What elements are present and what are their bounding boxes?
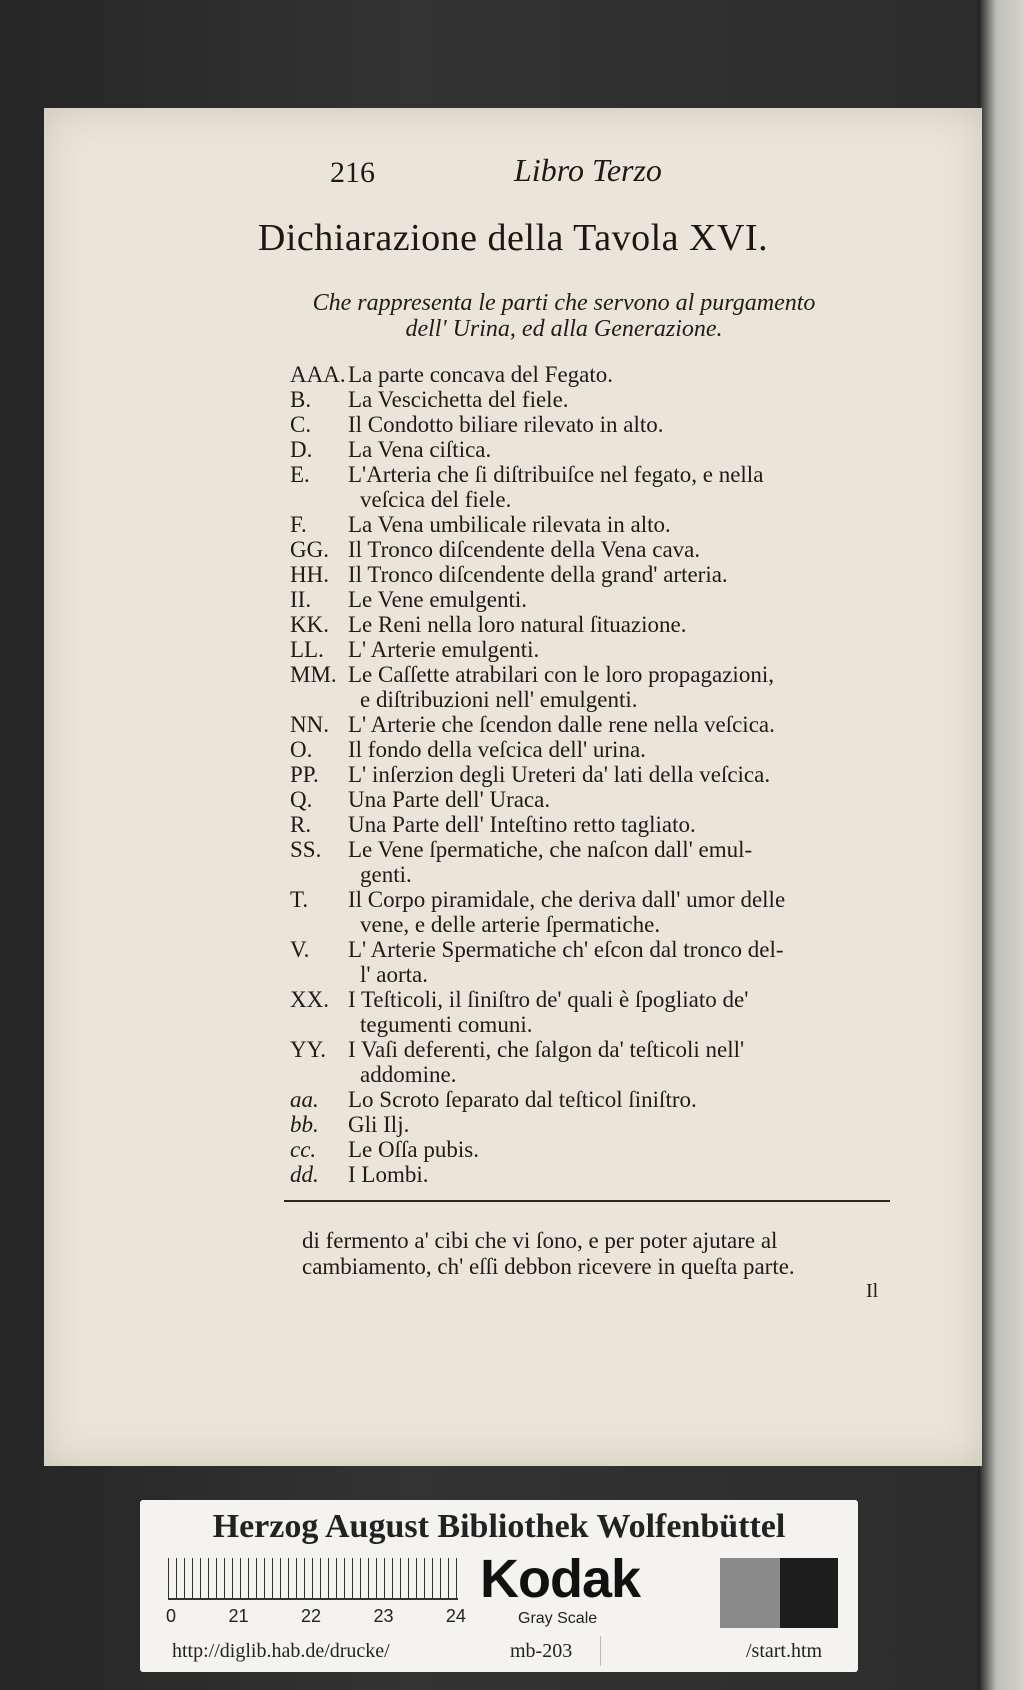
legend-key: T.	[290, 887, 309, 912]
legend-key: B.	[290, 387, 312, 412]
legend-text: Una Parte dell' Inteſtino retto tagliato.	[348, 812, 696, 837]
legend-key: bb.	[290, 1112, 319, 1137]
subtitle-line: Che rappresenta le parti che servono al purgamento	[312, 290, 816, 316]
institution-name: Herzog August Bibliothek Wolfenbüttel	[212, 1508, 786, 1545]
legend-entry	[290, 437, 890, 462]
gray-scale-label: Gray Scale	[518, 1610, 598, 1627]
legend-entry-continuation	[290, 487, 890, 512]
legend-text: addomine.	[360, 1062, 457, 1087]
legend-entry-continuation	[290, 1012, 890, 1037]
legend-entry	[290, 462, 890, 487]
gray-swatch	[720, 1558, 780, 1628]
legend-entry	[290, 787, 890, 812]
color-target-card	[140, 1500, 858, 1672]
legend-text: veſcica del fiele.	[360, 487, 512, 512]
page-header	[44, 152, 982, 202]
legend-key: C.	[290, 412, 312, 437]
legend-key: II.	[290, 587, 312, 612]
legend-text: Il Corpo piramidale, che deriva dall' umor delle	[348, 887, 786, 912]
continuation-text	[302, 1228, 892, 1280]
plate-title: Dichiarazione della Tavola XVI.	[257, 217, 769, 259]
legend-text: Le Oſſa pubis.	[348, 1137, 479, 1162]
legend-entry	[290, 362, 890, 387]
legend-text: Le Caſſette atrabilari con le loro propagazioni,	[348, 662, 774, 687]
legend-entry	[290, 837, 890, 862]
legend-entry-continuation	[290, 912, 890, 937]
ruler-label: 24	[445, 1606, 466, 1626]
legend-text: La Vena ciſtica.	[348, 437, 492, 462]
book-page	[44, 108, 982, 1466]
subtitle-line: dell' Urina, ed alla Generazione.	[405, 316, 723, 342]
legend-key: D.	[290, 437, 313, 462]
legend-key: cc.	[290, 1137, 317, 1162]
legend-key: V.	[290, 937, 310, 962]
legend-key: dd.	[290, 1162, 319, 1187]
legend-entry	[290, 412, 890, 437]
legend-entry	[290, 612, 890, 637]
shelfmark: mb-203	[510, 1640, 573, 1662]
legend-entry	[290, 712, 890, 737]
text-line: cambiamento, ch' eſſi debbon ricevere in queſta parte.	[302, 1254, 795, 1279]
legend-entry-continuation	[290, 687, 890, 712]
legend-entry	[290, 512, 890, 537]
legend-text: genti.	[360, 862, 412, 887]
legend-text: I Teſticoli, il ſiniſtro de' quali è ſpogliato de'	[348, 987, 749, 1012]
plate-legend	[290, 362, 890, 1187]
legend-entry	[290, 987, 890, 1012]
kodak-logo: Kodak	[480, 1549, 641, 1609]
legend-key: R.	[290, 812, 312, 837]
legend-text: l' aorta.	[360, 962, 429, 987]
legend-text: Lo Scroto ſeparato dal teſticol ſiniſtro.	[348, 1087, 697, 1112]
legend-entry	[290, 1162, 890, 1187]
legend-entry	[290, 662, 890, 687]
legend-key: XX.	[290, 987, 329, 1012]
legend-text: La Vescichetta del fiele.	[348, 387, 569, 412]
ruler-label: 22	[300, 1606, 321, 1626]
legend-entry	[290, 737, 890, 762]
legend-key: NN.	[290, 712, 329, 737]
legend-text: I Vaſi deferenti, che ſalgon da' teſticoli nell'	[348, 1037, 745, 1062]
start-path: /start.htm	[746, 1640, 823, 1662]
ruler-label: 23	[373, 1606, 394, 1626]
legend-entry	[290, 637, 890, 662]
legend-key: YY.	[290, 1037, 327, 1062]
legend-text: L' Arterie che ſcendon dalle rene nella veſcica.	[348, 712, 775, 737]
legend-entry	[290, 887, 890, 912]
legend-entry-continuation	[290, 862, 890, 887]
legend-entry	[290, 1137, 890, 1162]
legend-entry	[290, 587, 890, 612]
legend-text: tegumenti comuni.	[360, 1012, 533, 1037]
legend-key: KK.	[290, 612, 329, 637]
legend-entry	[290, 1112, 890, 1137]
legend-key: LL.	[290, 637, 324, 662]
running-head: Libro Terzo	[514, 152, 662, 188]
legend-text: I Lombi.	[348, 1162, 429, 1187]
legend-text: Il fondo della veſcica dell' urina.	[348, 737, 646, 762]
legend-text: Gli Ilj.	[348, 1112, 410, 1137]
legend-text: L' Arterie emulgenti.	[348, 637, 540, 662]
legend-key: aa.	[290, 1087, 319, 1112]
legend-key: MM.	[290, 662, 337, 687]
divider	[600, 1636, 601, 1666]
adjacent-page-edge	[978, 0, 1024, 1690]
legend-text: Le Reni nella loro natural ſituazione.	[348, 612, 687, 637]
legend-entry	[290, 562, 890, 587]
ruler-scale	[168, 1558, 458, 1600]
ruler-labels	[166, 1606, 466, 1627]
legend-entry	[290, 537, 890, 562]
legend-text: Le Vene ſpermatiche, che naſcon dall' emul-	[348, 837, 753, 862]
legend-key: HH.	[290, 562, 329, 587]
legend-entry	[290, 762, 890, 787]
catchword: Il	[866, 1280, 879, 1302]
page-number: 216	[330, 156, 375, 189]
legend-key: Q.	[290, 787, 313, 812]
legend-key: PP.	[290, 762, 319, 787]
legend-text: La Vena umbilicale rilevata in alto.	[348, 512, 671, 537]
legend-entry	[290, 937, 890, 962]
plate-subtitle	[244, 290, 884, 342]
legend-key: SS.	[290, 837, 322, 862]
legend-text: L'Arteria che ſi diſtribuiſce nel fegato, e nella	[348, 462, 764, 487]
legend-key: F.	[290, 512, 307, 537]
legend-entry	[290, 1087, 890, 1112]
legend-text: L' Arterie Spermatiche ch' eſcon dal tronco del-	[348, 937, 784, 962]
legend-text: Le Vene emulgenti.	[348, 587, 528, 612]
horizontal-rule	[284, 1200, 890, 1202]
legend-text: L' inſerzion degli Ureteri da' lati della veſcica.	[348, 762, 771, 787]
legend-key: AAA.	[290, 362, 346, 387]
legend-text: La parte concava del Fegato.	[348, 362, 614, 387]
ruler-label: 0	[166, 1606, 177, 1626]
legend-entry	[290, 387, 890, 412]
legend-key: O.	[290, 737, 313, 762]
legend-text: vene, e delle arterie ſpermatiche.	[360, 912, 661, 937]
ruler-label: 21	[228, 1606, 249, 1626]
legend-key: GG.	[290, 537, 329, 562]
text-line: di fermento a' cibi che vi ſono, e per poter ajutare al	[302, 1228, 778, 1253]
legend-entry-continuation	[290, 1062, 890, 1087]
legend-text: Il Condotto biliare rilevato in alto.	[348, 412, 664, 437]
legend-text: Il Tronco diſcendente della grand' arteria.	[348, 562, 728, 587]
black-swatch	[780, 1558, 838, 1628]
legend-text: Il Tronco diſcendente della Vena cava.	[348, 537, 701, 562]
legend-key: E.	[290, 462, 310, 487]
legend-text: e diſtribuzioni nell' emulgenti.	[360, 687, 638, 712]
legend-text: Una Parte dell' Uraca.	[348, 787, 551, 812]
source-url: http://diglib.hab.de/drucke/	[172, 1640, 390, 1662]
legend-entry	[290, 812, 890, 837]
legend-entry-continuation	[290, 962, 890, 987]
legend-entry	[290, 1037, 890, 1062]
